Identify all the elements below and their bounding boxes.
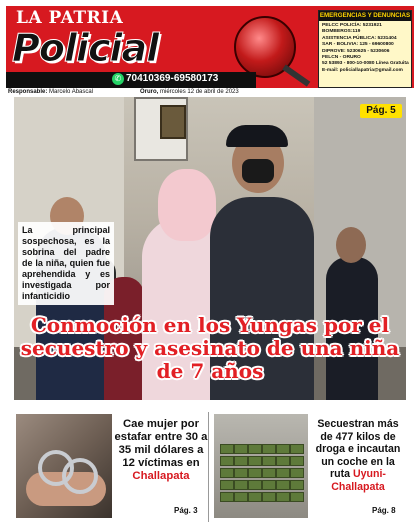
main-headline: Conmoción en los Yungas por el secuestro y asesinato de una niña de 7 años bbox=[20, 313, 400, 383]
story-left-text: Cae mujer por estafar entre 30 a 35 mil dólares a 12 víctimas en bbox=[114, 418, 208, 469]
drug-package bbox=[276, 480, 290, 490]
drug-package bbox=[276, 456, 290, 466]
responsable-label: Responsable: bbox=[8, 89, 48, 95]
emergency-line: FELCN - ORURO bbox=[322, 55, 361, 61]
story-divider bbox=[208, 412, 209, 522]
drug-package bbox=[262, 480, 276, 490]
responsable-line bbox=[8, 89, 93, 95]
drug-package bbox=[234, 480, 248, 490]
drug-package bbox=[290, 444, 304, 454]
drug-package bbox=[248, 468, 262, 478]
drug-package bbox=[248, 444, 262, 454]
date-line bbox=[140, 89, 239, 95]
emergency-line: BOMBEROS:119 bbox=[322, 29, 361, 35]
drug-package bbox=[220, 480, 234, 490]
drug-package bbox=[248, 492, 262, 502]
masthead-top-line: LA PATRIA bbox=[16, 8, 124, 28]
masthead-title: Policial bbox=[12, 26, 159, 70]
drug-package bbox=[220, 444, 234, 454]
story-right-highlight: Uyuni-Challapata bbox=[331, 468, 386, 493]
main-page-ref-badge: Pág. 5 bbox=[360, 104, 402, 118]
emergency-line: ASISTENCIA PÚBLICA: 5231404 bbox=[322, 35, 397, 41]
drug-package bbox=[248, 480, 262, 490]
story-right-text: Secuestran más de 477 kilos de droga e incautan un coche en la ruta bbox=[315, 418, 401, 481]
story-right-page-ref: Pág. 8 bbox=[372, 506, 396, 515]
microphone-handle bbox=[282, 65, 310, 87]
drug-package bbox=[234, 468, 248, 478]
drug-package bbox=[276, 492, 290, 502]
drug-package bbox=[234, 456, 248, 466]
photo-officer-cap bbox=[226, 125, 288, 147]
drug-package bbox=[262, 492, 276, 502]
emergency-box bbox=[318, 10, 412, 88]
emergency-line: 52 53893 - 800-10-0080 Línea Gratuita bbox=[322, 61, 409, 67]
drug-package bbox=[290, 480, 304, 490]
date-text: miércoles 12 de abril de 2023 bbox=[160, 89, 239, 95]
emergency-line: DIPROVE: 5230625 - 5230606 bbox=[322, 48, 390, 54]
story-left-photo bbox=[16, 414, 112, 518]
emergency-line: E-mail: policiallapatria@gmail.com bbox=[322, 67, 403, 73]
emergency-lines bbox=[322, 23, 410, 74]
drug-package bbox=[262, 468, 276, 478]
drug-package bbox=[220, 456, 234, 466]
drug-package bbox=[262, 456, 276, 466]
emergency-line: SAR - BOLIVIA: 125 - 69600800 bbox=[322, 42, 394, 48]
drug-package bbox=[262, 444, 276, 454]
emergency-title: EMERGENCIAS Y DENUNCIAS bbox=[319, 12, 411, 19]
drug-package bbox=[220, 492, 234, 502]
drug-package bbox=[290, 468, 304, 478]
drug-package bbox=[290, 492, 304, 502]
whatsapp-icon: ✆ bbox=[112, 73, 124, 85]
photo-officer-mask bbox=[242, 159, 274, 183]
masthead-phones: 70410369-69580173 bbox=[126, 73, 219, 84]
date-city: Oruro, bbox=[140, 89, 159, 95]
story-left-headline bbox=[114, 418, 208, 483]
drug-package bbox=[276, 444, 290, 454]
photo-person-head bbox=[336, 227, 366, 263]
main-photo-caption: La principal sospechosa, es la sobrina del padre de la niña, quien fue aprehendida y es investigada por infanticidio bbox=[18, 222, 114, 305]
photo-suspect-hood bbox=[158, 169, 216, 241]
drug-package bbox=[248, 456, 262, 466]
drug-package bbox=[290, 456, 304, 466]
story-left-highlight: Challapata bbox=[132, 470, 190, 482]
story-right-headline bbox=[310, 418, 406, 494]
emergency-line: PELCC POLICÍA: 5231921 bbox=[322, 23, 382, 28]
story-left-page-ref: Pág. 3 bbox=[174, 506, 198, 515]
story-right-photo bbox=[214, 414, 308, 518]
photo-plaque bbox=[160, 105, 186, 139]
responsable-name: Marcelo Abascal bbox=[49, 89, 94, 95]
drug-package bbox=[234, 444, 248, 454]
drug-package bbox=[234, 492, 248, 502]
handcuff-icon bbox=[62, 458, 98, 494]
drug-package bbox=[276, 468, 290, 478]
drug-package bbox=[220, 468, 234, 478]
